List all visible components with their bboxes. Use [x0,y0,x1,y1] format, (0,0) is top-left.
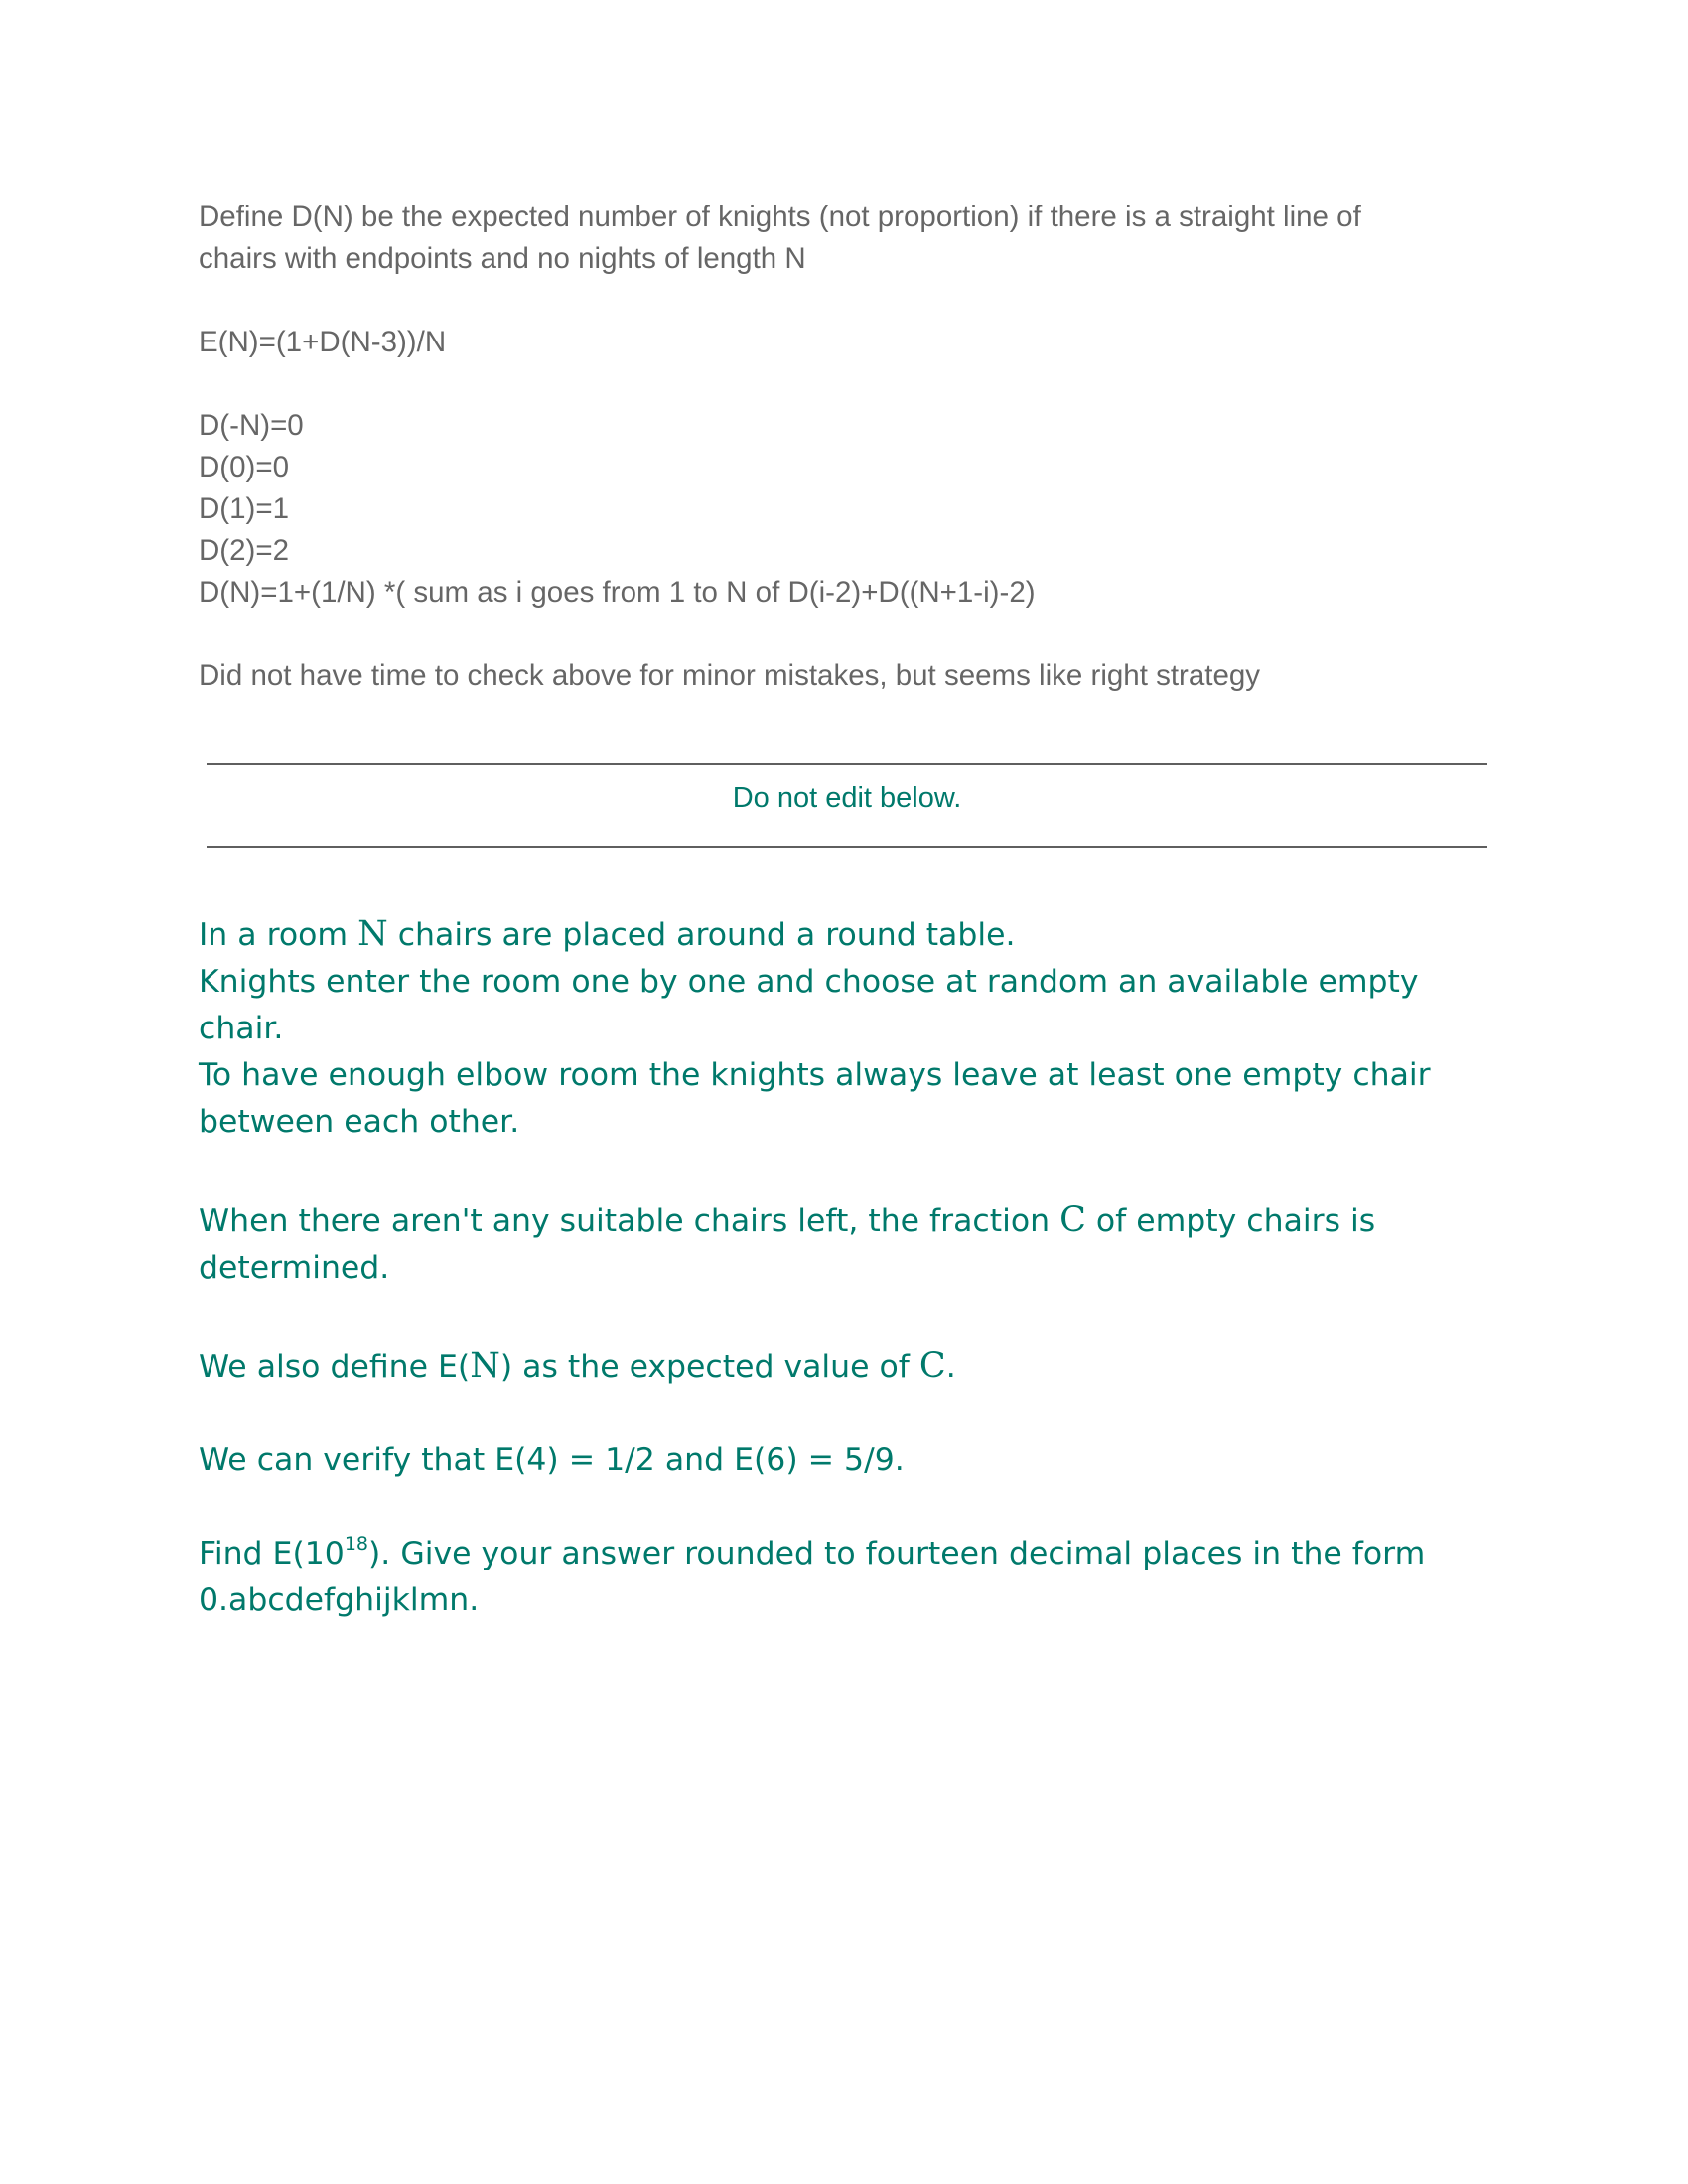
problem-paragraph-5-line-1 [199,1531,1489,1577]
notes-definition-line-1: Define D(N) be the expected number of knights (not proportion) if there is a straight line of [199,201,1361,233]
spacer [199,1146,1489,1197]
notes-base-case: D(2)=2 [199,534,289,567]
notes-remark: Did not have time to check above for minor mistakes, but seems like right strategy [199,659,1261,692]
notes-base-case: D(-N)=0 [199,409,304,442]
text: ). Give your answer rounded to fourteen decimal places in the form [368,1536,1426,1571]
problem-paragraph-1-line-1 [199,911,1489,959]
problem-paragraph-1-line-4: between each other. [199,1104,520,1140]
notes-section [199,197,1479,697]
notes-base-case: D(0)=0 [199,451,289,483]
text: When there aren't any suitable chairs left, the fraction [199,1203,1060,1239]
text: of empty chairs is [1085,1203,1376,1239]
notes-definition-line-2: chairs with endpoints and no nights of length N [199,242,806,275]
notes-e-formula: E(N)=(1+D(N-3))/N [199,326,447,358]
problem-paragraph-2-line-1 [199,1197,1489,1245]
text: Find E(10 [199,1536,345,1571]
spacer [199,1292,1489,1343]
text: We also define E( [199,1349,471,1385]
text: chairs are placed around a round table. [387,917,1016,953]
problem-paragraph-1-line-2: Knights enter the room one by one and choose at random an available empty chair. [199,964,1419,1046]
text: ) as the expected value of [499,1349,919,1385]
text: In a room [199,917,358,953]
problem-paragraph-5-line-2: 0.abcdefghijklmn. [199,1582,480,1618]
notes-recurrence: D(N)=1+(1/N) *( sum as i goes from 1 to N of D(i-2)+D((N+1-i)-2) [199,576,1036,609]
math-var-n: N [470,1346,500,1386]
divider-line-bottom [207,846,1487,848]
math-var-c: C [1059,1200,1086,1240]
problem-paragraph-4: We can verify that E(4) = 1/2 and E(6) = 5/9. [199,1442,905,1478]
spacer [199,280,1479,322]
problem-statement [199,911,1489,1624]
exponent: 18 [344,1533,369,1555]
text: . [945,1349,956,1385]
divider-line-top [207,763,1487,765]
spacer [199,363,1479,405]
notes-base-case: D(1)=1 [199,492,289,525]
spacer [199,1391,1489,1437]
spacer [199,1484,1489,1531]
spacer [199,614,1479,655]
math-var-c: C [918,1346,946,1386]
problem-paragraph-2-line-2: determined. [199,1250,390,1286]
divider-label: Do not edit below. [732,782,962,814]
problem-paragraph-3 [199,1343,1489,1391]
math-var-n: N [357,914,388,954]
problem-paragraph-1-line-3: To have enough elbow room the knights always leave at least one empty chair [199,1057,1431,1093]
